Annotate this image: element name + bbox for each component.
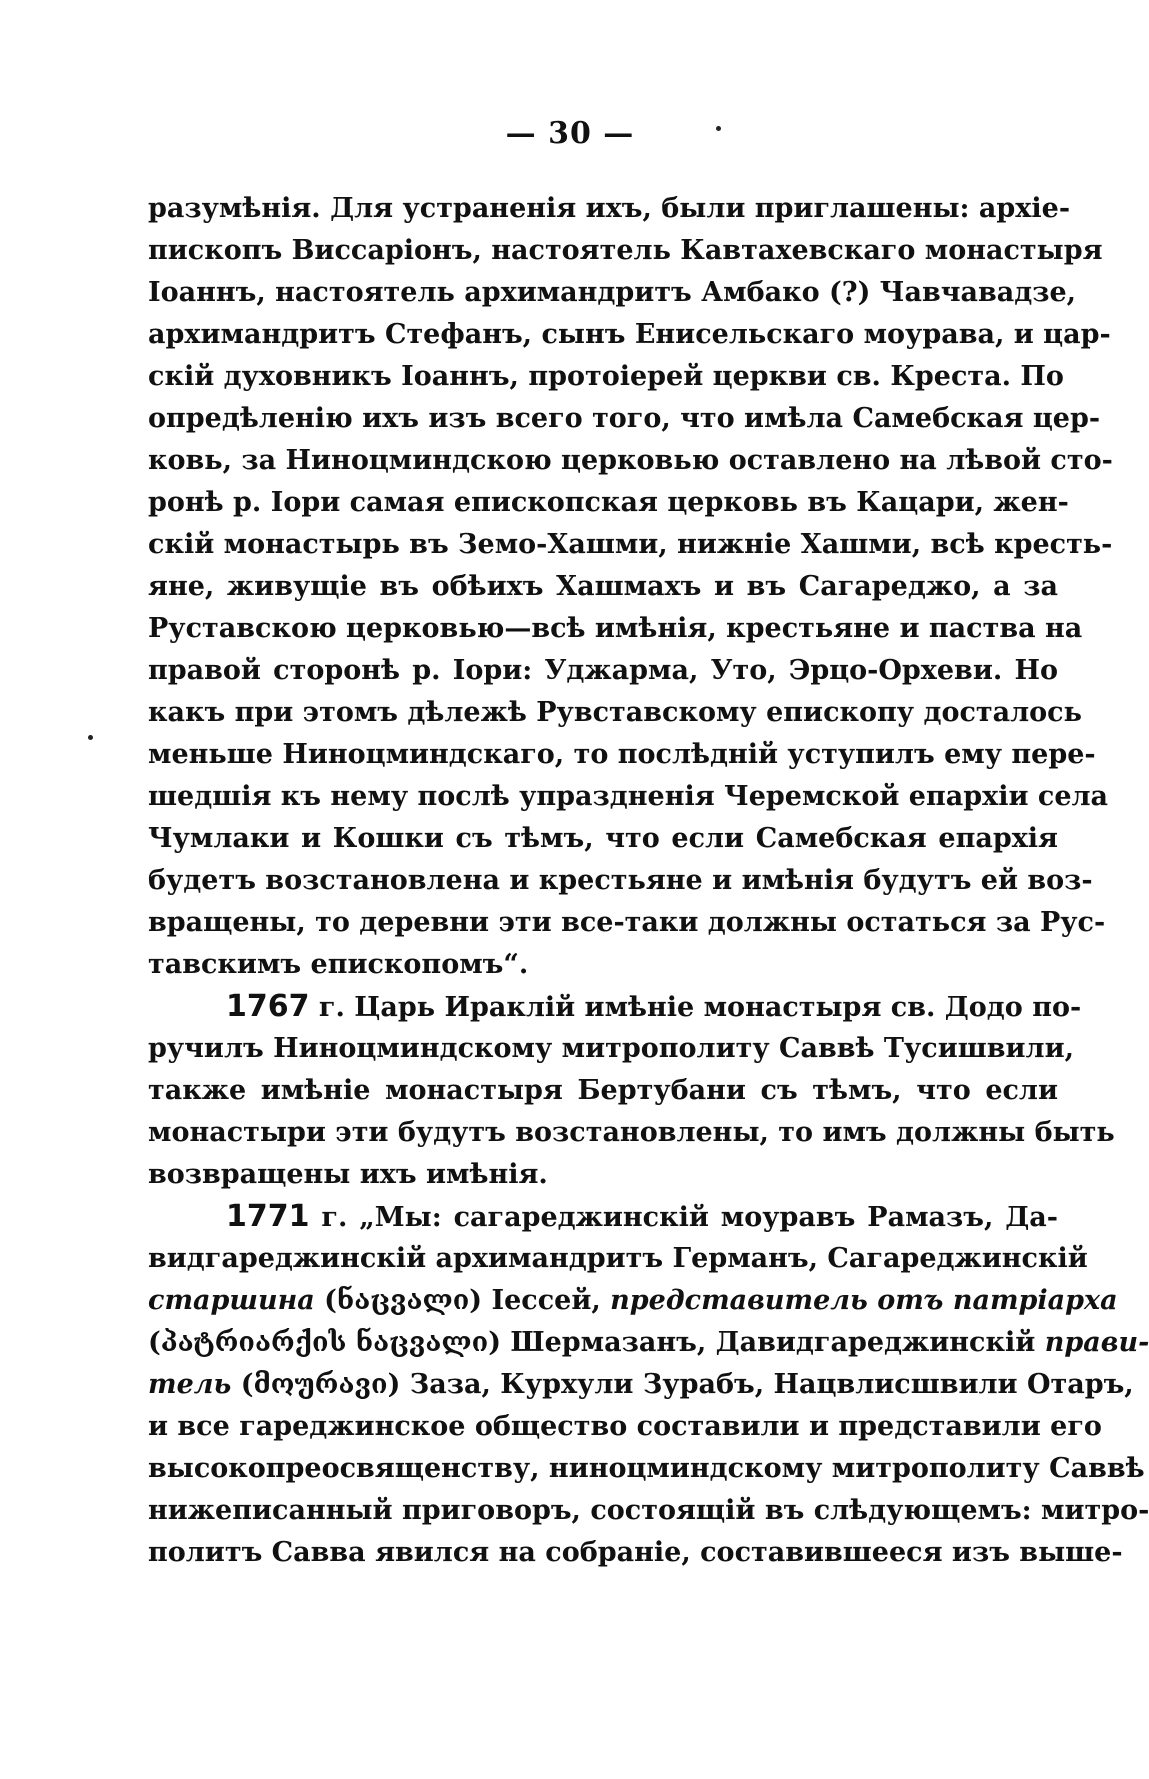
- entry-year-1767: 1767: [226, 989, 310, 1024]
- text-line: будетъ возстановлена и крестьяне и имѣнія будутъ ей воз-: [148, 865, 1093, 896]
- text-line-mixed: [148, 1364, 1134, 1406]
- text-line: политъ Савва явился на собраніе, составившееся изъ выше-: [148, 1537, 1123, 1568]
- entry-1771-text: г. „Мы: сагареджинскій моуравъ Рамазъ, Да-: [321, 1202, 1058, 1233]
- entry-1767-line: [148, 986, 1082, 1028]
- text-run: Заза, Курхули Зурабъ, Нацвлисшвили Отаръ,: [409, 1369, 1134, 1400]
- text-line: высокопреосвященству, ниноцминдскому митрополиту Саввѣ: [148, 1453, 1145, 1484]
- text-line: возвращены ихъ имѣнія.: [148, 1159, 548, 1190]
- text-line: и все гареджинское общество составили и представили его: [148, 1411, 1102, 1442]
- text-line: монастыри эти будутъ возстановлены, то имъ должны быть: [148, 1117, 1115, 1148]
- text-line: нижеписанный приговоръ, состоящій въ слѣдующемъ: митро-: [148, 1495, 1149, 1526]
- georgian-term: (პატრიარქის ნაცვალი): [148, 1327, 501, 1358]
- text-line: Руставскою церковью—всѣ имѣнія, крестьяне и паства на: [148, 613, 1083, 644]
- text-line: меньше Ниноцминдскаго, то послѣдній уступилъ ему пере-: [148, 739, 1096, 770]
- text-line: шедшія къ нему послѣ упраздненія Черемской епархіи села: [148, 781, 1109, 812]
- entry-1771-line: [148, 1196, 1058, 1238]
- text-line: какъ при этомъ дѣлежѣ Рувставскому епископу досталось: [148, 697, 1082, 728]
- georgian-term: (ნაცვალი): [324, 1285, 483, 1316]
- text-run: Іессей,: [491, 1285, 601, 1316]
- text-line: также имѣніе монастыря Бертубани съ тѣмъ, что если: [148, 1075, 1058, 1106]
- ink-speck: [716, 126, 721, 131]
- page-number: — 30 —: [505, 116, 635, 151]
- georgian-term: (მოურავი): [240, 1369, 401, 1400]
- text-line: ковь, за Ниноцминдскою церковью оставлено на лѣвой сто-: [148, 445, 1113, 476]
- text-line: яне, живущіе въ обѣихъ Хашмахъ и въ Сагареджо, а за: [148, 571, 1058, 602]
- text-line: вращены, то деревни эти все-таки должны остаться за Рус-: [148, 907, 1106, 938]
- italic-term: старшина: [148, 1285, 315, 1316]
- text-line: скій монастырь въ Земо-Хашми, нижніе Хашми, всѣ кресть-: [148, 529, 1113, 560]
- italic-term: представитель отъ патріарха: [610, 1285, 1118, 1316]
- text-run: Шермазанъ, Давидгареджинскій: [510, 1327, 1036, 1358]
- italic-term: прави-: [1044, 1327, 1149, 1358]
- text-line: пископъ Виссаріонъ, настоятель Кавтахевскаго монастыря: [148, 235, 1103, 266]
- text-line-mixed: [148, 1280, 1118, 1322]
- text-line: ронѣ р. Іори самая епископская церковь въ Кацари, жен-: [148, 487, 1069, 518]
- text-line: видгареджинскій архимандритъ Германъ, Сагареджинскій: [148, 1243, 1088, 1274]
- text-line: правой сторонѣ р. Іори: Уджарма, Уто, Эрцо-Орхеви. Но: [148, 655, 1058, 686]
- body-text: [148, 188, 1149, 1574]
- text-line: скій духовникъ Іоаннъ, протоіерей церкви св. Креста. По: [148, 361, 1064, 392]
- text-line: архимандритъ Стефанъ, сынъ Енисельскаго моурава, и цар-: [148, 319, 1111, 350]
- margin-dot: [88, 735, 93, 740]
- text-line: Іоаннъ, настоятель архимандритъ Амбако (?) Чавчавадзе,: [148, 277, 1077, 308]
- entry-1767-text: г. Царь Ираклій имѣніе монастыря св. Додо по-: [318, 992, 1082, 1023]
- text-line: разумѣнія. Для устраненія ихъ, были приглашены: архіе-: [148, 193, 1071, 224]
- text-line: ручилъ Ниноцминдскому митрополиту Саввѣ Тусишвили,: [148, 1033, 1075, 1064]
- text-line-mixed: [148, 1322, 1149, 1364]
- entry-year-1771: 1771: [226, 1199, 310, 1234]
- text-line: Чумлаки и Кошки съ тѣмъ, что если Самебская епархія: [148, 823, 1058, 854]
- text-line: опредѣленію ихъ изъ всего того, что имѣла Самебская цер-: [148, 403, 1101, 434]
- text-line: тавскимъ епископомъ“.: [148, 949, 529, 980]
- italic-term: тель: [148, 1369, 232, 1400]
